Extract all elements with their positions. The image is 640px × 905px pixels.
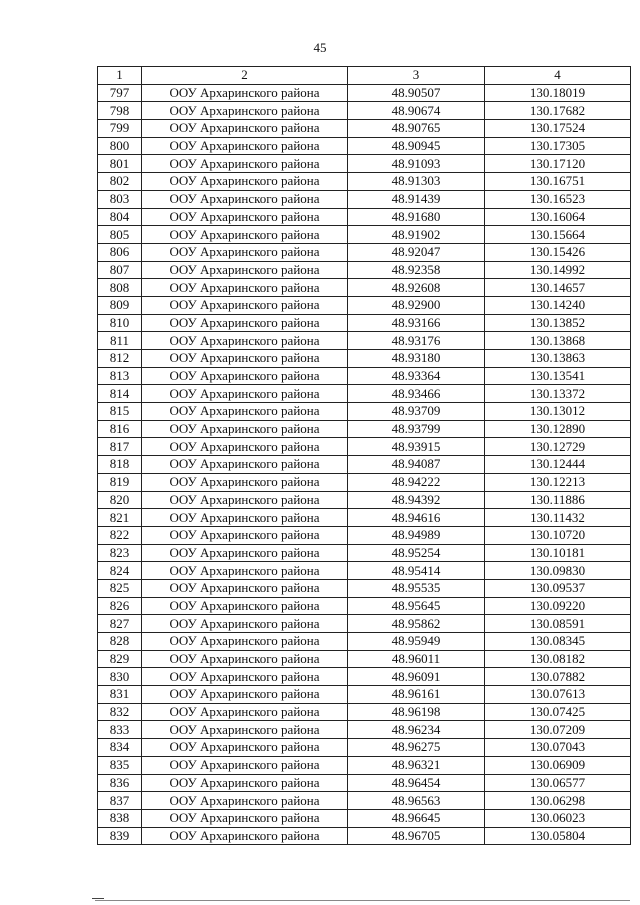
- cell-name: ООУ Архаринского района: [142, 120, 348, 138]
- cell-latitude: 48.93915: [348, 438, 485, 456]
- cell-longitude: 130.09830: [485, 562, 631, 580]
- cell-name: ООУ Архаринского района: [142, 473, 348, 491]
- cell-name: ООУ Архаринского района: [142, 827, 348, 845]
- cell-longitude: 130.11886: [485, 491, 631, 509]
- cell-number: 832: [98, 703, 142, 721]
- cell-number: 799: [98, 120, 142, 138]
- cell-latitude: 48.96234: [348, 721, 485, 739]
- cell-name: ООУ Архаринского района: [142, 809, 348, 827]
- cell-longitude: 130.14240: [485, 296, 631, 314]
- cell-longitude: 130.06298: [485, 792, 631, 810]
- cell-longitude: 130.05804: [485, 827, 631, 845]
- cell-name: ООУ Архаринского района: [142, 261, 348, 279]
- table-row: [98, 668, 631, 686]
- cell-name: ООУ Архаринского района: [142, 155, 348, 173]
- table-header-row: [98, 67, 631, 85]
- cell-latitude: 48.96161: [348, 686, 485, 704]
- cell-longitude: 130.18019: [485, 84, 631, 102]
- cell-longitude: 130.09537: [485, 579, 631, 597]
- cell-number: 816: [98, 420, 142, 438]
- table-row: [98, 703, 631, 721]
- footer-divider: [95, 900, 630, 901]
- cell-latitude: 48.96275: [348, 739, 485, 757]
- table-row: [98, 615, 631, 633]
- cell-number: 827: [98, 615, 142, 633]
- cell-latitude: 48.96563: [348, 792, 485, 810]
- cell-number: 804: [98, 208, 142, 226]
- table-row: [98, 261, 631, 279]
- cell-latitude: 48.94392: [348, 491, 485, 509]
- table-row: [98, 739, 631, 757]
- table-row: [98, 84, 631, 102]
- column-header-longitude: 4: [485, 67, 631, 85]
- cell-longitude: 130.07209: [485, 721, 631, 739]
- cell-name: ООУ Архаринского района: [142, 420, 348, 438]
- cell-longitude: 130.14657: [485, 279, 631, 297]
- cell-latitude: 48.92047: [348, 243, 485, 261]
- table-row: [98, 102, 631, 120]
- cell-latitude: 48.92608: [348, 279, 485, 297]
- cell-name: ООУ Архаринского района: [142, 792, 348, 810]
- cell-number: 836: [98, 774, 142, 792]
- table-row: [98, 650, 631, 668]
- cell-number: 835: [98, 756, 142, 774]
- cell-name: ООУ Архаринского района: [142, 403, 348, 421]
- cell-latitude: 48.96645: [348, 809, 485, 827]
- cell-name: ООУ Архаринского района: [142, 703, 348, 721]
- cell-name: ООУ Архаринского района: [142, 597, 348, 615]
- cell-latitude: 48.93166: [348, 314, 485, 332]
- table-row: [98, 792, 631, 810]
- cell-latitude: 48.95414: [348, 562, 485, 580]
- cell-latitude: 48.96454: [348, 774, 485, 792]
- cell-number: 805: [98, 226, 142, 244]
- cell-number: 825: [98, 579, 142, 597]
- table-row: [98, 509, 631, 527]
- cell-longitude: 130.13012: [485, 403, 631, 421]
- cell-name: ООУ Архаринского района: [142, 526, 348, 544]
- table-row: [98, 420, 631, 438]
- table-row: [98, 367, 631, 385]
- cell-number: 823: [98, 544, 142, 562]
- column-header-name: 2: [142, 67, 348, 85]
- cell-longitude: 130.08345: [485, 633, 631, 651]
- cell-latitude: 48.91093: [348, 155, 485, 173]
- cell-latitude: 48.90945: [348, 137, 485, 155]
- table-row: [98, 438, 631, 456]
- cell-name: ООУ Архаринского района: [142, 296, 348, 314]
- footer-mark: [92, 898, 104, 899]
- table-row: [98, 403, 631, 421]
- cell-number: 818: [98, 456, 142, 474]
- table-row: [98, 208, 631, 226]
- table-row: [98, 279, 631, 297]
- cell-longitude: 130.12729: [485, 438, 631, 456]
- cell-number: 810: [98, 314, 142, 332]
- cell-number: 806: [98, 243, 142, 261]
- cell-number: 807: [98, 261, 142, 279]
- cell-latitude: 48.94087: [348, 456, 485, 474]
- cell-number: 826: [98, 597, 142, 615]
- cell-longitude: 130.17682: [485, 102, 631, 120]
- table-body: [98, 84, 631, 845]
- cell-longitude: 130.16064: [485, 208, 631, 226]
- cell-longitude: 130.17120: [485, 155, 631, 173]
- table-row: [98, 809, 631, 827]
- table-row: [98, 544, 631, 562]
- table-row: [98, 226, 631, 244]
- cell-name: ООУ Архаринского района: [142, 137, 348, 155]
- cell-name: ООУ Архаринского района: [142, 668, 348, 686]
- cell-latitude: 48.93466: [348, 385, 485, 403]
- cell-name: ООУ Архаринского района: [142, 438, 348, 456]
- cell-number: 838: [98, 809, 142, 827]
- cell-name: ООУ Архаринского района: [142, 562, 348, 580]
- cell-name: ООУ Архаринского района: [142, 190, 348, 208]
- cell-name: ООУ Архаринского района: [142, 367, 348, 385]
- cell-name: ООУ Архаринского района: [142, 350, 348, 368]
- cell-latitude: 48.95949: [348, 633, 485, 651]
- cell-latitude: 48.91303: [348, 173, 485, 191]
- cell-latitude: 48.95862: [348, 615, 485, 633]
- cell-longitude: 130.06909: [485, 756, 631, 774]
- cell-name: ООУ Архаринского района: [142, 385, 348, 403]
- cell-longitude: 130.13852: [485, 314, 631, 332]
- cell-latitude: 48.90765: [348, 120, 485, 138]
- cell-name: ООУ Архаринского района: [142, 756, 348, 774]
- cell-longitude: 130.09220: [485, 597, 631, 615]
- cell-number: 809: [98, 296, 142, 314]
- table-row: [98, 155, 631, 173]
- table-row: [98, 526, 631, 544]
- table-row: [98, 562, 631, 580]
- table-row: [98, 686, 631, 704]
- cell-number: 813: [98, 367, 142, 385]
- cell-number: 819: [98, 473, 142, 491]
- cell-latitude: 48.96011: [348, 650, 485, 668]
- cell-number: 822: [98, 526, 142, 544]
- cell-latitude: 48.94989: [348, 526, 485, 544]
- cell-number: 828: [98, 633, 142, 651]
- cell-latitude: 48.93180: [348, 350, 485, 368]
- cell-name: ООУ Архаринского района: [142, 456, 348, 474]
- cell-name: ООУ Архаринского района: [142, 84, 348, 102]
- cell-name: ООУ Архаринского района: [142, 579, 348, 597]
- cell-number: 798: [98, 102, 142, 120]
- table-row: [98, 774, 631, 792]
- cell-name: ООУ Архаринского района: [142, 279, 348, 297]
- cell-longitude: 130.16751: [485, 173, 631, 191]
- cell-name: ООУ Архаринского района: [142, 739, 348, 757]
- cell-latitude: 48.90507: [348, 84, 485, 102]
- cell-number: 837: [98, 792, 142, 810]
- cell-number: 808: [98, 279, 142, 297]
- column-header-number: 1: [98, 67, 142, 85]
- cell-name: ООУ Архаринского района: [142, 314, 348, 332]
- cell-longitude: 130.11432: [485, 509, 631, 527]
- table-row: [98, 190, 631, 208]
- cell-number: 803: [98, 190, 142, 208]
- cell-name: ООУ Архаринского района: [142, 633, 348, 651]
- cell-longitude: 130.16523: [485, 190, 631, 208]
- table-row: [98, 473, 631, 491]
- table-row: [98, 243, 631, 261]
- cell-latitude: 48.93799: [348, 420, 485, 438]
- cell-number: 801: [98, 155, 142, 173]
- cell-name: ООУ Архаринского района: [142, 509, 348, 527]
- cell-name: ООУ Архаринского района: [142, 721, 348, 739]
- cell-longitude: 130.13372: [485, 385, 631, 403]
- cell-latitude: 48.91902: [348, 226, 485, 244]
- cell-latitude: 48.95645: [348, 597, 485, 615]
- cell-number: 817: [98, 438, 142, 456]
- cell-longitude: 130.17524: [485, 120, 631, 138]
- cell-latitude: 48.93364: [348, 367, 485, 385]
- cell-name: ООУ Архаринского района: [142, 615, 348, 633]
- cell-longitude: 130.13541: [485, 367, 631, 385]
- table-row: [98, 827, 631, 845]
- page-number: 45: [313, 40, 327, 55]
- table-row: [98, 314, 631, 332]
- cell-longitude: 130.13868: [485, 332, 631, 350]
- table-row: [98, 721, 631, 739]
- table-row: [98, 633, 631, 651]
- table-row: [98, 491, 631, 509]
- cell-name: ООУ Архаринского района: [142, 226, 348, 244]
- table-row: [98, 597, 631, 615]
- cell-number: 820: [98, 491, 142, 509]
- table-row: [98, 137, 631, 155]
- cell-number: 824: [98, 562, 142, 580]
- cell-latitude: 48.93176: [348, 332, 485, 350]
- cell-latitude: 48.90674: [348, 102, 485, 120]
- cell-longitude: 130.07882: [485, 668, 631, 686]
- cell-number: 821: [98, 509, 142, 527]
- cell-longitude: 130.08591: [485, 615, 631, 633]
- cell-number: 839: [98, 827, 142, 845]
- table-row: [98, 350, 631, 368]
- cell-number: 833: [98, 721, 142, 739]
- cell-number: 815: [98, 403, 142, 421]
- cell-longitude: 130.12213: [485, 473, 631, 491]
- table-row: [98, 456, 631, 474]
- coordinates-table: [97, 66, 631, 845]
- cell-latitude: 48.94616: [348, 509, 485, 527]
- cell-longitude: 130.14992: [485, 261, 631, 279]
- cell-longitude: 130.12444: [485, 456, 631, 474]
- cell-latitude: 48.96705: [348, 827, 485, 845]
- cell-number: 829: [98, 650, 142, 668]
- cell-name: ООУ Архаринского района: [142, 686, 348, 704]
- cell-name: ООУ Архаринского района: [142, 208, 348, 226]
- cell-number: 800: [98, 137, 142, 155]
- cell-name: ООУ Архаринского района: [142, 491, 348, 509]
- table-row: [98, 296, 631, 314]
- cell-longitude: 130.15426: [485, 243, 631, 261]
- cell-latitude: 48.96091: [348, 668, 485, 686]
- cell-number: 830: [98, 668, 142, 686]
- column-header-latitude: 3: [348, 67, 485, 85]
- cell-latitude: 48.95535: [348, 579, 485, 597]
- cell-longitude: 130.13863: [485, 350, 631, 368]
- cell-name: ООУ Архаринского района: [142, 332, 348, 350]
- cell-number: 802: [98, 173, 142, 191]
- cell-latitude: 48.92358: [348, 261, 485, 279]
- cell-latitude: 48.96198: [348, 703, 485, 721]
- cell-latitude: 48.92900: [348, 296, 485, 314]
- table-row: [98, 173, 631, 191]
- cell-number: 834: [98, 739, 142, 757]
- cell-number: 797: [98, 84, 142, 102]
- cell-longitude: 130.10181: [485, 544, 631, 562]
- cell-name: ООУ Архаринского района: [142, 173, 348, 191]
- cell-latitude: 48.96321: [348, 756, 485, 774]
- cell-longitude: 130.17305: [485, 137, 631, 155]
- cell-latitude: 48.95254: [348, 544, 485, 562]
- cell-number: 812: [98, 350, 142, 368]
- table-row: [98, 332, 631, 350]
- cell-longitude: 130.08182: [485, 650, 631, 668]
- cell-longitude: 130.12890: [485, 420, 631, 438]
- cell-name: ООУ Архаринского района: [142, 102, 348, 120]
- table-row: [98, 120, 631, 138]
- cell-number: 811: [98, 332, 142, 350]
- cell-longitude: 130.07613: [485, 686, 631, 704]
- cell-longitude: 130.10720: [485, 526, 631, 544]
- cell-number: 831: [98, 686, 142, 704]
- table-row: [98, 385, 631, 403]
- cell-name: ООУ Архаринского района: [142, 243, 348, 261]
- cell-name: ООУ Архаринского района: [142, 774, 348, 792]
- cell-longitude: 130.06023: [485, 809, 631, 827]
- cell-name: ООУ Архаринского района: [142, 650, 348, 668]
- table-row: [98, 579, 631, 597]
- table-row: [98, 756, 631, 774]
- cell-longitude: 130.06577: [485, 774, 631, 792]
- cell-longitude: 130.07043: [485, 739, 631, 757]
- cell-latitude: 48.91680: [348, 208, 485, 226]
- cell-latitude: 48.94222: [348, 473, 485, 491]
- cell-number: 814: [98, 385, 142, 403]
- cell-longitude: 130.07425: [485, 703, 631, 721]
- cell-name: ООУ Архаринского района: [142, 544, 348, 562]
- cell-latitude: 48.91439: [348, 190, 485, 208]
- cell-latitude: 48.93709: [348, 403, 485, 421]
- cell-longitude: 130.15664: [485, 226, 631, 244]
